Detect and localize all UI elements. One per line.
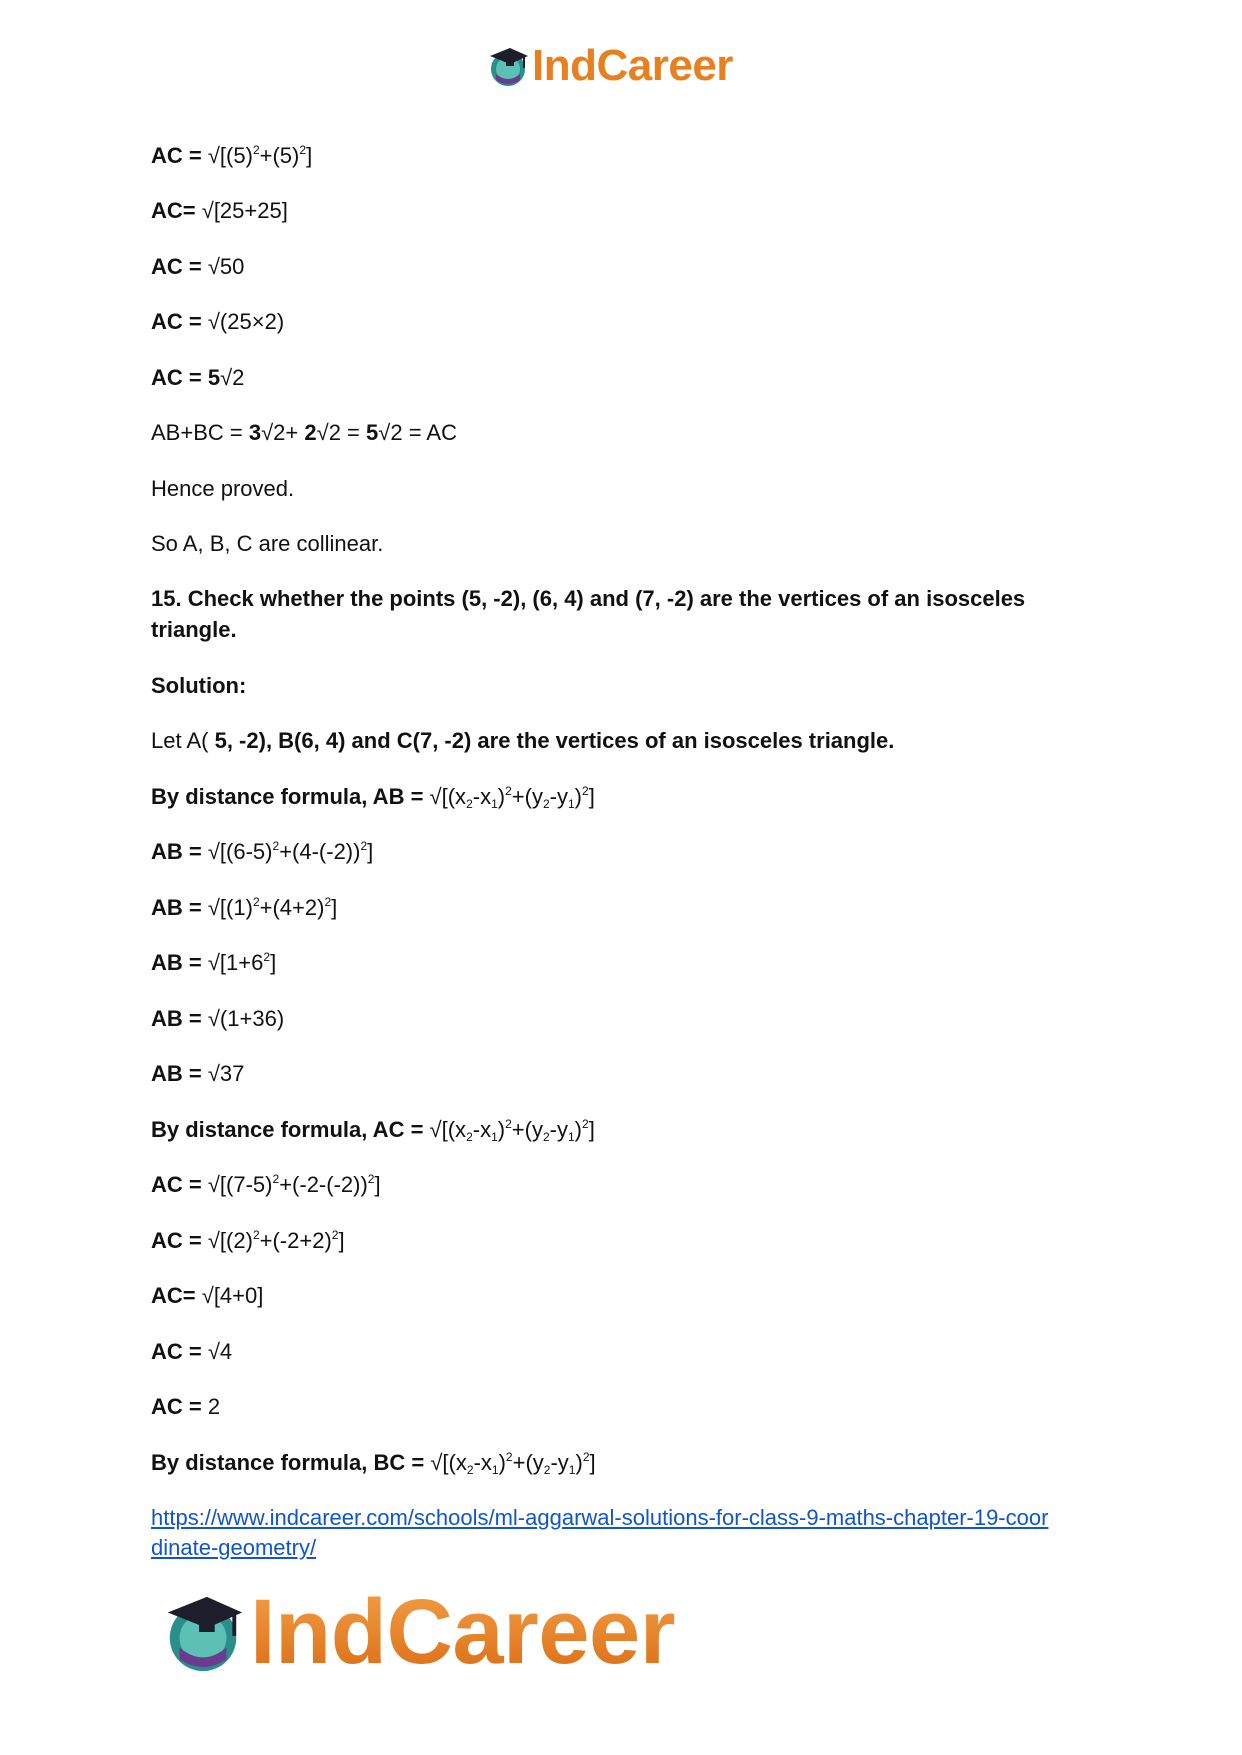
equation-line: AC= √[25+25] — [151, 198, 288, 223]
text-line: Hence proved. — [151, 476, 295, 501]
formula-line: By distance formula, BC = $√[(x_2-x_1)^2+(y_2-y_1)^2]$ — [151, 1450, 596, 1477]
header-logo — [486, 40, 733, 92]
equation-line: AC = $√[(5)^2+(5)^2]$ — [151, 143, 313, 168]
text-line: So A, B, C are collinear. — [151, 531, 384, 556]
equation-line: AB = $√[(6-5)^2+(4-(-2))^2]$ — [151, 839, 374, 864]
equation-line: AB = $√[(1)^2+(4+2)^2]$ — [151, 895, 338, 920]
graduation-cap-globe-icon — [486, 44, 530, 88]
solution-heading: Solution: — [151, 673, 247, 698]
equation-line: AC = 5√2 — [151, 365, 245, 390]
footer-url-line-1[interactable]: https://www.indcareer.com/schools/ml-aggarwal-solutions-for-class-9-maths-chapter-19-coor — [151, 1505, 1049, 1530]
equation-line: AC = $√[(2)^2+(-2+2)^2]$ — [151, 1228, 345, 1253]
text-line: Let A( 5, -2), B(6, 4) and C(7, -2) are the vertices of an isosceles triangle. — [151, 728, 895, 753]
logo-text: IndCareer — [532, 41, 733, 90]
equation-line: AC= √[4+0] — [151, 1283, 264, 1308]
equation-line: AB+BC = 3√2+ 2√2 = 5√2 = AC — [151, 420, 457, 445]
logo-text: IndCareer — [250, 1580, 675, 1683]
graduation-cap-globe-icon — [160, 1589, 246, 1675]
footer-logo — [160, 1582, 675, 1682]
equation-line: AC = √50 — [151, 254, 245, 279]
question-heading: 15. Check whether the points (5, -2), (6, 4) and (7, -2) are the vertices of an isosceles triangle. — [151, 586, 1026, 642]
equation-line: AC = 2 — [151, 1394, 221, 1419]
formula-line: By distance formula, AC = $√[(x_2-x_1)^2+(y_2-y_1)^2]$ — [151, 1117, 595, 1144]
equation-line: AC = $√[(7-5)^2+(-2-(-2))^2]$ — [151, 1172, 381, 1197]
equation-line: AB = √(1+36) — [151, 1006, 285, 1031]
footer-url-link[interactable] — [151, 1502, 1048, 1533]
equation-line: AC = √4 — [151, 1339, 233, 1364]
equation-line: AC = √(25×2) — [151, 309, 285, 334]
formula-line: By distance formula, AB = $√[(x_2-x_1)^2+(y_2-y_1)^2]$ — [151, 784, 595, 811]
footer-url-line-2[interactable]: dinate-geometry/ — [151, 1535, 317, 1560]
equation-line: AB = $√[1+6^2]$ — [151, 950, 277, 975]
equation-line: AB = √37 — [151, 1061, 245, 1086]
footer-url-wrap — [151, 1532, 316, 1563]
